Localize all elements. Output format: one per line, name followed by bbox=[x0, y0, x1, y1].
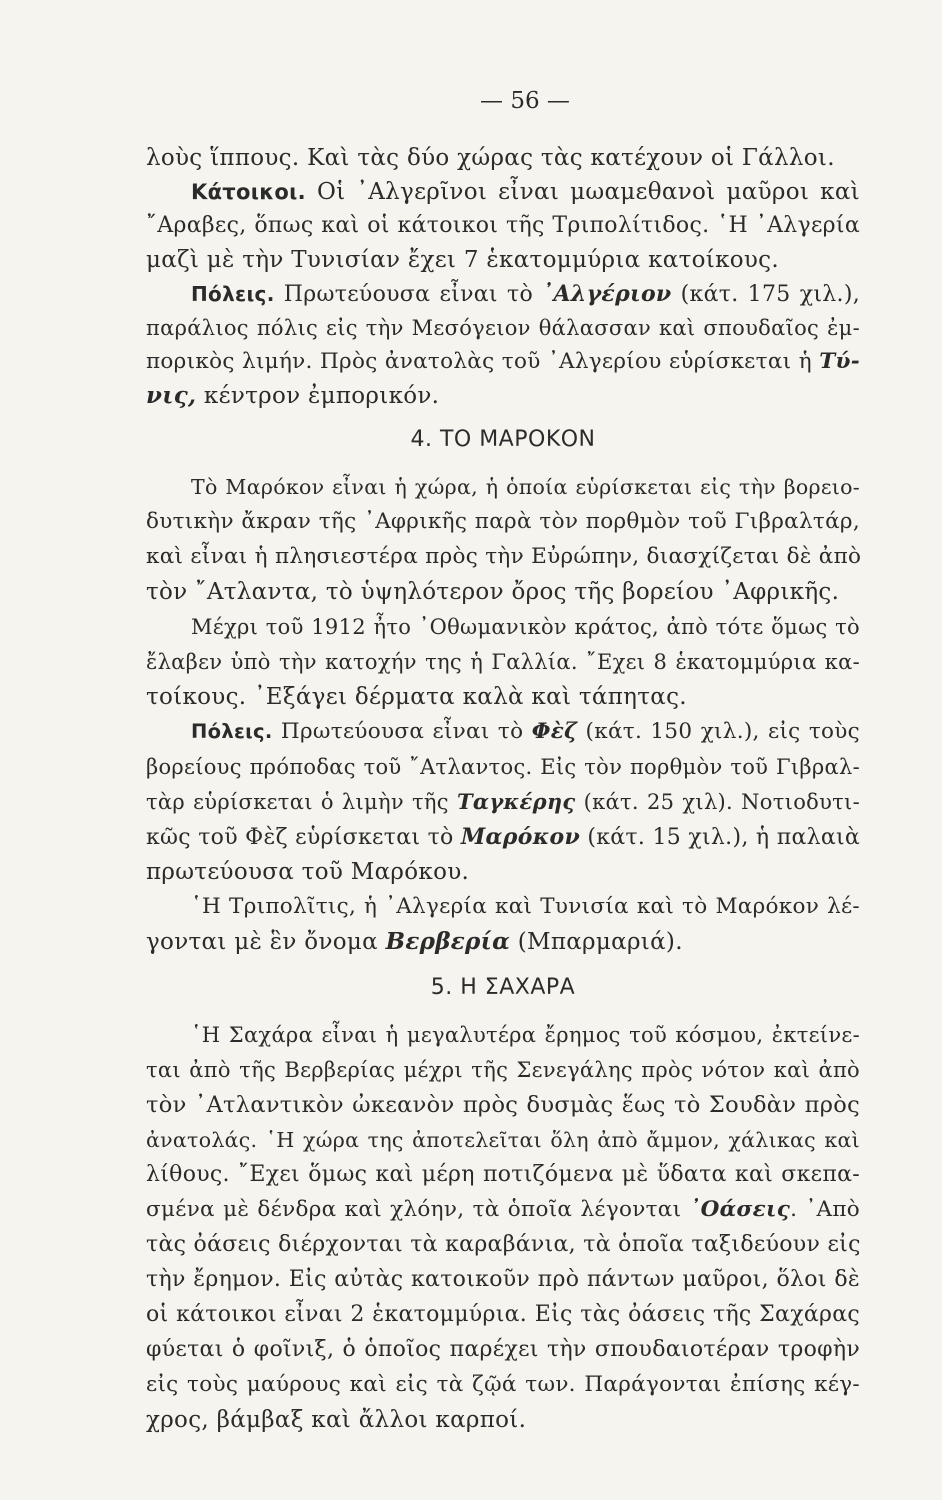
s1-line-6: παράλιος πόλις εἰς τὴν Μεσόγειον θάλασσαν καὶ σπουδαῖος ἐμ- bbox=[146, 316, 860, 340]
s1-line-5: Πόλεις. Πρωτεύουσα εἶναι τὸ ᾿Αλγέριον (κάτ. 175 χιλ.), bbox=[191, 281, 860, 307]
section-heading-morocco: 4. ΤΟ ΜΑΡΟΚΟΝ bbox=[410, 427, 596, 452]
s2-line-9: βορείους πρόποδας τοῦ ῎Ατλαντος. Εἰς τὸν πορθμὸν τοῦ Γιβραλ- bbox=[146, 755, 860, 779]
s3-line-12: χρος, βάμβαξ καὶ ἄλλοι καρποί. bbox=[146, 1407, 527, 1433]
s2-line-6: ἔλαβεν ὑπὸ τὴν κατοχήν της ἡ Γαλλία. ῎Εχει 8 ἑκατομμύρια κα- bbox=[146, 650, 860, 674]
label-cities: Πόλεις. bbox=[191, 720, 273, 743]
s1-line-4: μαζὶ μὲ τὴν Τυνισίαν ἔχει 7 ἑκατομμύρια κατοίκους. bbox=[146, 247, 779, 273]
s2-line-7: τοίκους. ᾿Εξάγει δέρματα καλὰ καὶ τάπητας. bbox=[146, 684, 687, 710]
s1-line-2: Κάτοικοι. Οἱ ᾿Αλγερῖνοι εἶναι μωαμεθανοὶ μαῦροι καὶ bbox=[191, 179, 860, 205]
s3-line-9: οἱ κάτοικοι εἶναι 2 ἑκατομμύρια. Εἰς τὰς ὀάσεις τῆς Σαχάρας bbox=[146, 1302, 860, 1327]
s3-line-2: ται ἀπὸ τῆς Βερβερίας μέχρι τῆς Σενεγάλης πρὸς νότον καὶ ἀπὸ bbox=[146, 1058, 860, 1082]
s1-line-1: λοὺς ἵππους. Καὶ τὰς δύο χώρας τὰς κατέχουν οἱ Γάλλοι. bbox=[146, 145, 835, 171]
s2-line-4: τὸν ῎Ατλαντα, τὸ ὑψηλότερον ὄρος τῆς βορείου ᾿Αφρικῆς. bbox=[146, 579, 840, 605]
s3-line-7: τὰς ὀάσεις διέρχονται τὰ καραβάνια, τὰ ὁποῖα ταξιδεύουν εἰς bbox=[146, 1232, 861, 1257]
s2-line-12: πρωτεύουσα τοῦ Μαρόκου. bbox=[146, 859, 470, 885]
s3-line-11: εἰς τοὺς μαύρους καὶ εἰς τὰ ζῷά των. Παράγονται ἐπίσης κέγ- bbox=[146, 1372, 860, 1397]
s1-line-7: πορικὸς λιμήν. Πρὸς ἀνατολὰς τοῦ ᾿Αλγερίου εὑρίσκεται ἡ Τύ- bbox=[146, 349, 860, 374]
s2-line-11: κῶς τοῦ Φὲζ εὑρίσκεται τὸ Μαρόκον (κάτ. 15 χιλ.), ἡ παλαιὰ bbox=[146, 824, 861, 850]
s3-line-5: λίθους. ῎Εχει ὅμως καὶ μέρη ποτιζόμενα μὲ ὕδατα καὶ σκεπα- bbox=[146, 1162, 860, 1187]
s2-line-10: τὰρ εὑρίσκεται ὁ λιμὴν τῆς Ταγκέρης (κάτ. 25 χιλ). Νοτιοδυτι- bbox=[146, 789, 860, 814]
s2-line-1: Τὸ Μαρόκον εἶναι ἡ χώρα, ἡ ὁποία εὑρίσκεται εἰς τὴν βορειο- bbox=[191, 475, 860, 499]
s3-line-3: τὸν ᾿Ατλαντικὸν ὠκεανὸν πρὸς δυσμὰς ἕως τὸ Σουδὰν πρὸς bbox=[146, 1092, 860, 1118]
place-name: νις, bbox=[146, 382, 197, 409]
label-cities: Πόλεις. bbox=[191, 282, 275, 306]
s3-line-1: ῾Η Σαχάρα εἶναι ἡ μεγαλυτέρα ἔρημος τοῦ κόσμου, ἐκτείνε- bbox=[191, 1023, 860, 1047]
place-name: ᾿Οάσεις bbox=[689, 1197, 791, 1222]
place-name: Τύ- bbox=[819, 349, 860, 374]
s3-line-10: φύεται ὁ φοῖνιξ, ὁ ὁποῖος παρέχει τὴν σπουδαιοτέραν τροφὴν bbox=[146, 1337, 860, 1362]
s1-line-8: νις, κέντρον ἐμπορικόν. bbox=[146, 382, 440, 409]
s2-line-5: Μέχρι τοῦ 1912 ἦτο ᾿Οθωμανικὸν κράτος, ἀπὸ τότε ὅμως τὸ bbox=[191, 615, 860, 639]
s3-line-8: τὴν ἔρημον. Εἰς αὐτὰς κατοικοῦν πρὸ πάντων μαῦροι, ὅλοι δὲ bbox=[146, 1267, 860, 1292]
place-name: Φὲζ bbox=[531, 719, 578, 744]
s1-line-3: ῎Αραβες, ὅπως καὶ οἱ κάτοικοι τῆς Τριπολίτιδος. ῾Η ᾿Αλγερία bbox=[146, 213, 860, 238]
s2-line-2: δυτικὴν ἄκραν τῆς ᾿Αφρικῆς παρὰ τὸν πορθμὸν τοῦ Γιβραλτάρ, bbox=[146, 509, 860, 534]
label-inhabitants: Κάτοικοι. bbox=[191, 180, 306, 204]
s2-line-14: γονται μὲ ἓν ὄνομα Βερβερία (Μπαρμαριά). bbox=[146, 928, 683, 955]
page-number: — 56 — bbox=[480, 88, 570, 114]
s3-line-4: ἀνατολάς. ῾Η χώρα της ἀποτελεῖται ὅλη ἀπὸ ἄμμον, χάλικας καὶ bbox=[146, 1128, 860, 1152]
place-name: ᾿Αλγέριον bbox=[542, 281, 672, 307]
place-name: Βερβερία bbox=[385, 928, 511, 955]
s3-line-6: σμένα μὲ δένδρα καὶ χλόην, τὰ ὁποῖα λέγονται ᾿Οάσεις. ᾿Απὸ bbox=[146, 1197, 861, 1222]
place-name: Ταγκέρης bbox=[456, 789, 576, 814]
s2-line-13: ῾Η Τριπολῖτις, ἡ ᾿Αλγερία καὶ Τυνισία καὶ τὸ Μαρόκον λέ- bbox=[191, 894, 860, 919]
s2-line-8: Πόλεις. Πρωτεύουσα εἶναι τὸ Φὲζ (κάτ. 150 χιλ.), εἰς τοὺς bbox=[191, 719, 861, 744]
place-name: Μαρόκον bbox=[460, 824, 581, 850]
section-heading-sahara: 5. Η ΣΑΧΑΡΑ bbox=[430, 975, 576, 1000]
s2-line-3: καὶ εἶναι ἡ πλησιεστέρα πρὸς τὴν Εὐρώπην, διασχίζεται δὲ ἀπὸ bbox=[146, 544, 862, 569]
